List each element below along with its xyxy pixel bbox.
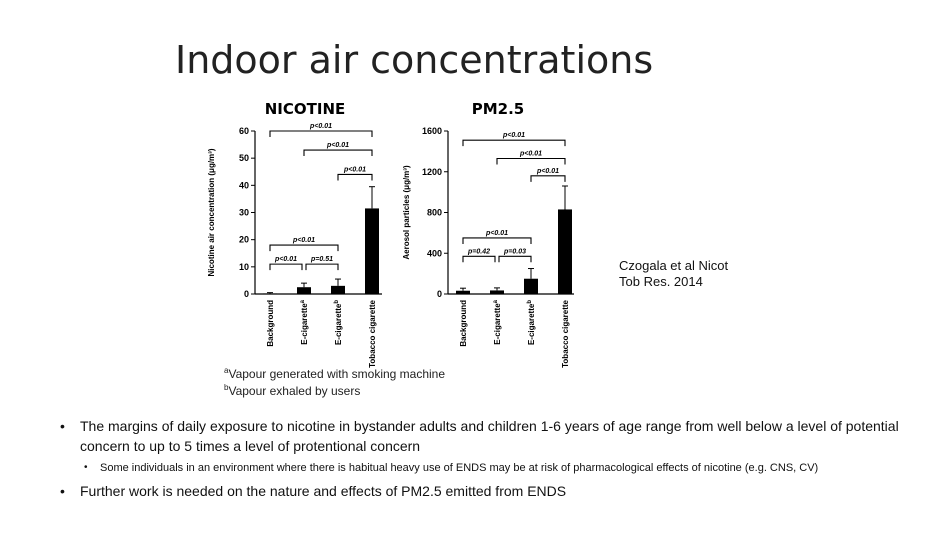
pm25-chart-title: PM2.5	[471, 100, 525, 118]
sub-bullet-heavy-use: • Some individuals in an environment where there is habitual heavy use of ENDS may be at risk of pharmacological effects of nicotine (e.g. CNS, CV)	[58, 460, 908, 476]
pm25-p-value-label: p<0.01	[520, 150, 542, 158]
nicotine-significance-bracket	[270, 245, 338, 251]
nicotine-y-tick-label: 60	[238, 126, 249, 136]
footnote-a-text: Vapour generated with smoking machine	[228, 367, 446, 381]
footnote-b	[224, 383, 360, 398]
nicotine-y-tick-label: 50	[238, 153, 249, 164]
nicotine-bar	[263, 293, 277, 294]
nicotine-y-tick-label: 30	[238, 207, 249, 218]
pm25-p-value-label: p<0.01	[503, 132, 525, 140]
pm25-y-axis-label: Aerosol particles (μg/m³)	[402, 165, 411, 260]
nicotine-p-value-label: p<0.01	[327, 142, 349, 150]
pm25-category-label: Background	[459, 300, 468, 347]
nicotine-bar	[365, 208, 379, 294]
footnote-b-mark: b	[224, 383, 229, 392]
pm25-y-tick-label: 1600	[421, 126, 442, 136]
pm25-p-value-label: p=0.42	[468, 248, 490, 256]
footnote-a-mark: a	[224, 366, 229, 375]
bullet-list	[58, 416, 908, 501]
pm25-significance-bracket	[497, 159, 565, 165]
pm25-bar	[456, 291, 470, 294]
pm25-y-tick-label: 1200	[421, 166, 442, 177]
nicotine-y-tick-label: 0	[243, 289, 249, 299]
nicotine-significance-bracket	[304, 150, 372, 156]
nicotine-y-tick-label: 40	[238, 180, 249, 191]
pm25-bar	[524, 279, 538, 294]
pm25-significance-bracket	[463, 140, 565, 146]
pm25-p-value-label: p=0.03	[504, 248, 526, 256]
bullet-further-work: • Further work is needed on the nature and effects of PM2.5 emitted from ENDS	[58, 481, 908, 501]
pm25-significance-bracket	[499, 256, 531, 262]
nicotine-chart-title: NICOTINE	[264, 100, 346, 118]
footnote-a	[224, 366, 445, 381]
citation	[619, 258, 728, 290]
nicotine-bar	[331, 286, 345, 294]
pm25-significance-bracket	[463, 238, 531, 244]
nicotine-category-label: Tobacco cigarette	[368, 300, 377, 368]
bullet-margins-exposure: • The margins of daily exposure to nicotine in bystander adults and children 1-6 years of age range from well below a level of potential concern to up to 5 times a level of protentional concern	[58, 416, 908, 456]
citation-line-2: Tob Res. 2014	[619, 274, 703, 289]
pm25-significance-bracket	[463, 256, 495, 262]
nicotine-bar	[297, 287, 311, 294]
nicotine-significance-bracket	[270, 131, 372, 137]
citation-line-1: Czogala et al Nicot	[619, 258, 729, 273]
pm25-significance-bracket	[531, 176, 565, 182]
slide-title: Indoor air concentrations	[175, 38, 654, 82]
pm25-p-value-label: p<0.01	[486, 229, 508, 237]
pm25-bar	[558, 209, 572, 294]
pm25-bar	[490, 290, 504, 294]
nicotine-category-label: E-cigarette$^a$	[300, 300, 309, 345]
nicotine-p-value-label: p<0.01	[275, 256, 297, 264]
nicotine-p-value-label: p=0.51	[311, 256, 333, 264]
nicotine-p-value-label: p<0.01	[310, 123, 332, 130]
footnote-b-text: Vapour exhaled by users	[228, 384, 361, 398]
pm25-category-label: E-cigarette$^b$	[527, 300, 536, 346]
nicotine-p-value-label: p<0.01	[344, 166, 366, 174]
pm25-y-tick-label: 800	[426, 207, 442, 218]
nicotine-significance-bracket	[338, 174, 372, 180]
nicotine-y-axis-label: Nicotine air concentration (μg/m³)	[207, 148, 216, 277]
nicotine-category-label: E-cigarette$^b$	[334, 300, 343, 346]
nicotine-y-tick-label: 20	[238, 234, 249, 245]
pm25-category-label: Tobacco cigarette	[561, 300, 570, 368]
nicotine-p-value-label: p<0.01	[293, 237, 315, 245]
nicotine-significance-bracket	[270, 264, 302, 270]
nicotine-significance-bracket	[306, 264, 338, 270]
nicotine-y-tick-label: 10	[238, 261, 249, 272]
nicotine-category-label: Background	[266, 300, 275, 347]
pm25-y-tick-label: 400	[426, 248, 442, 259]
pm25-category-label: E-cigarette$^a$	[493, 300, 502, 345]
pm25-y-tick-label: 0	[436, 289, 442, 299]
pm25-p-value-label: p<0.01	[537, 167, 559, 175]
